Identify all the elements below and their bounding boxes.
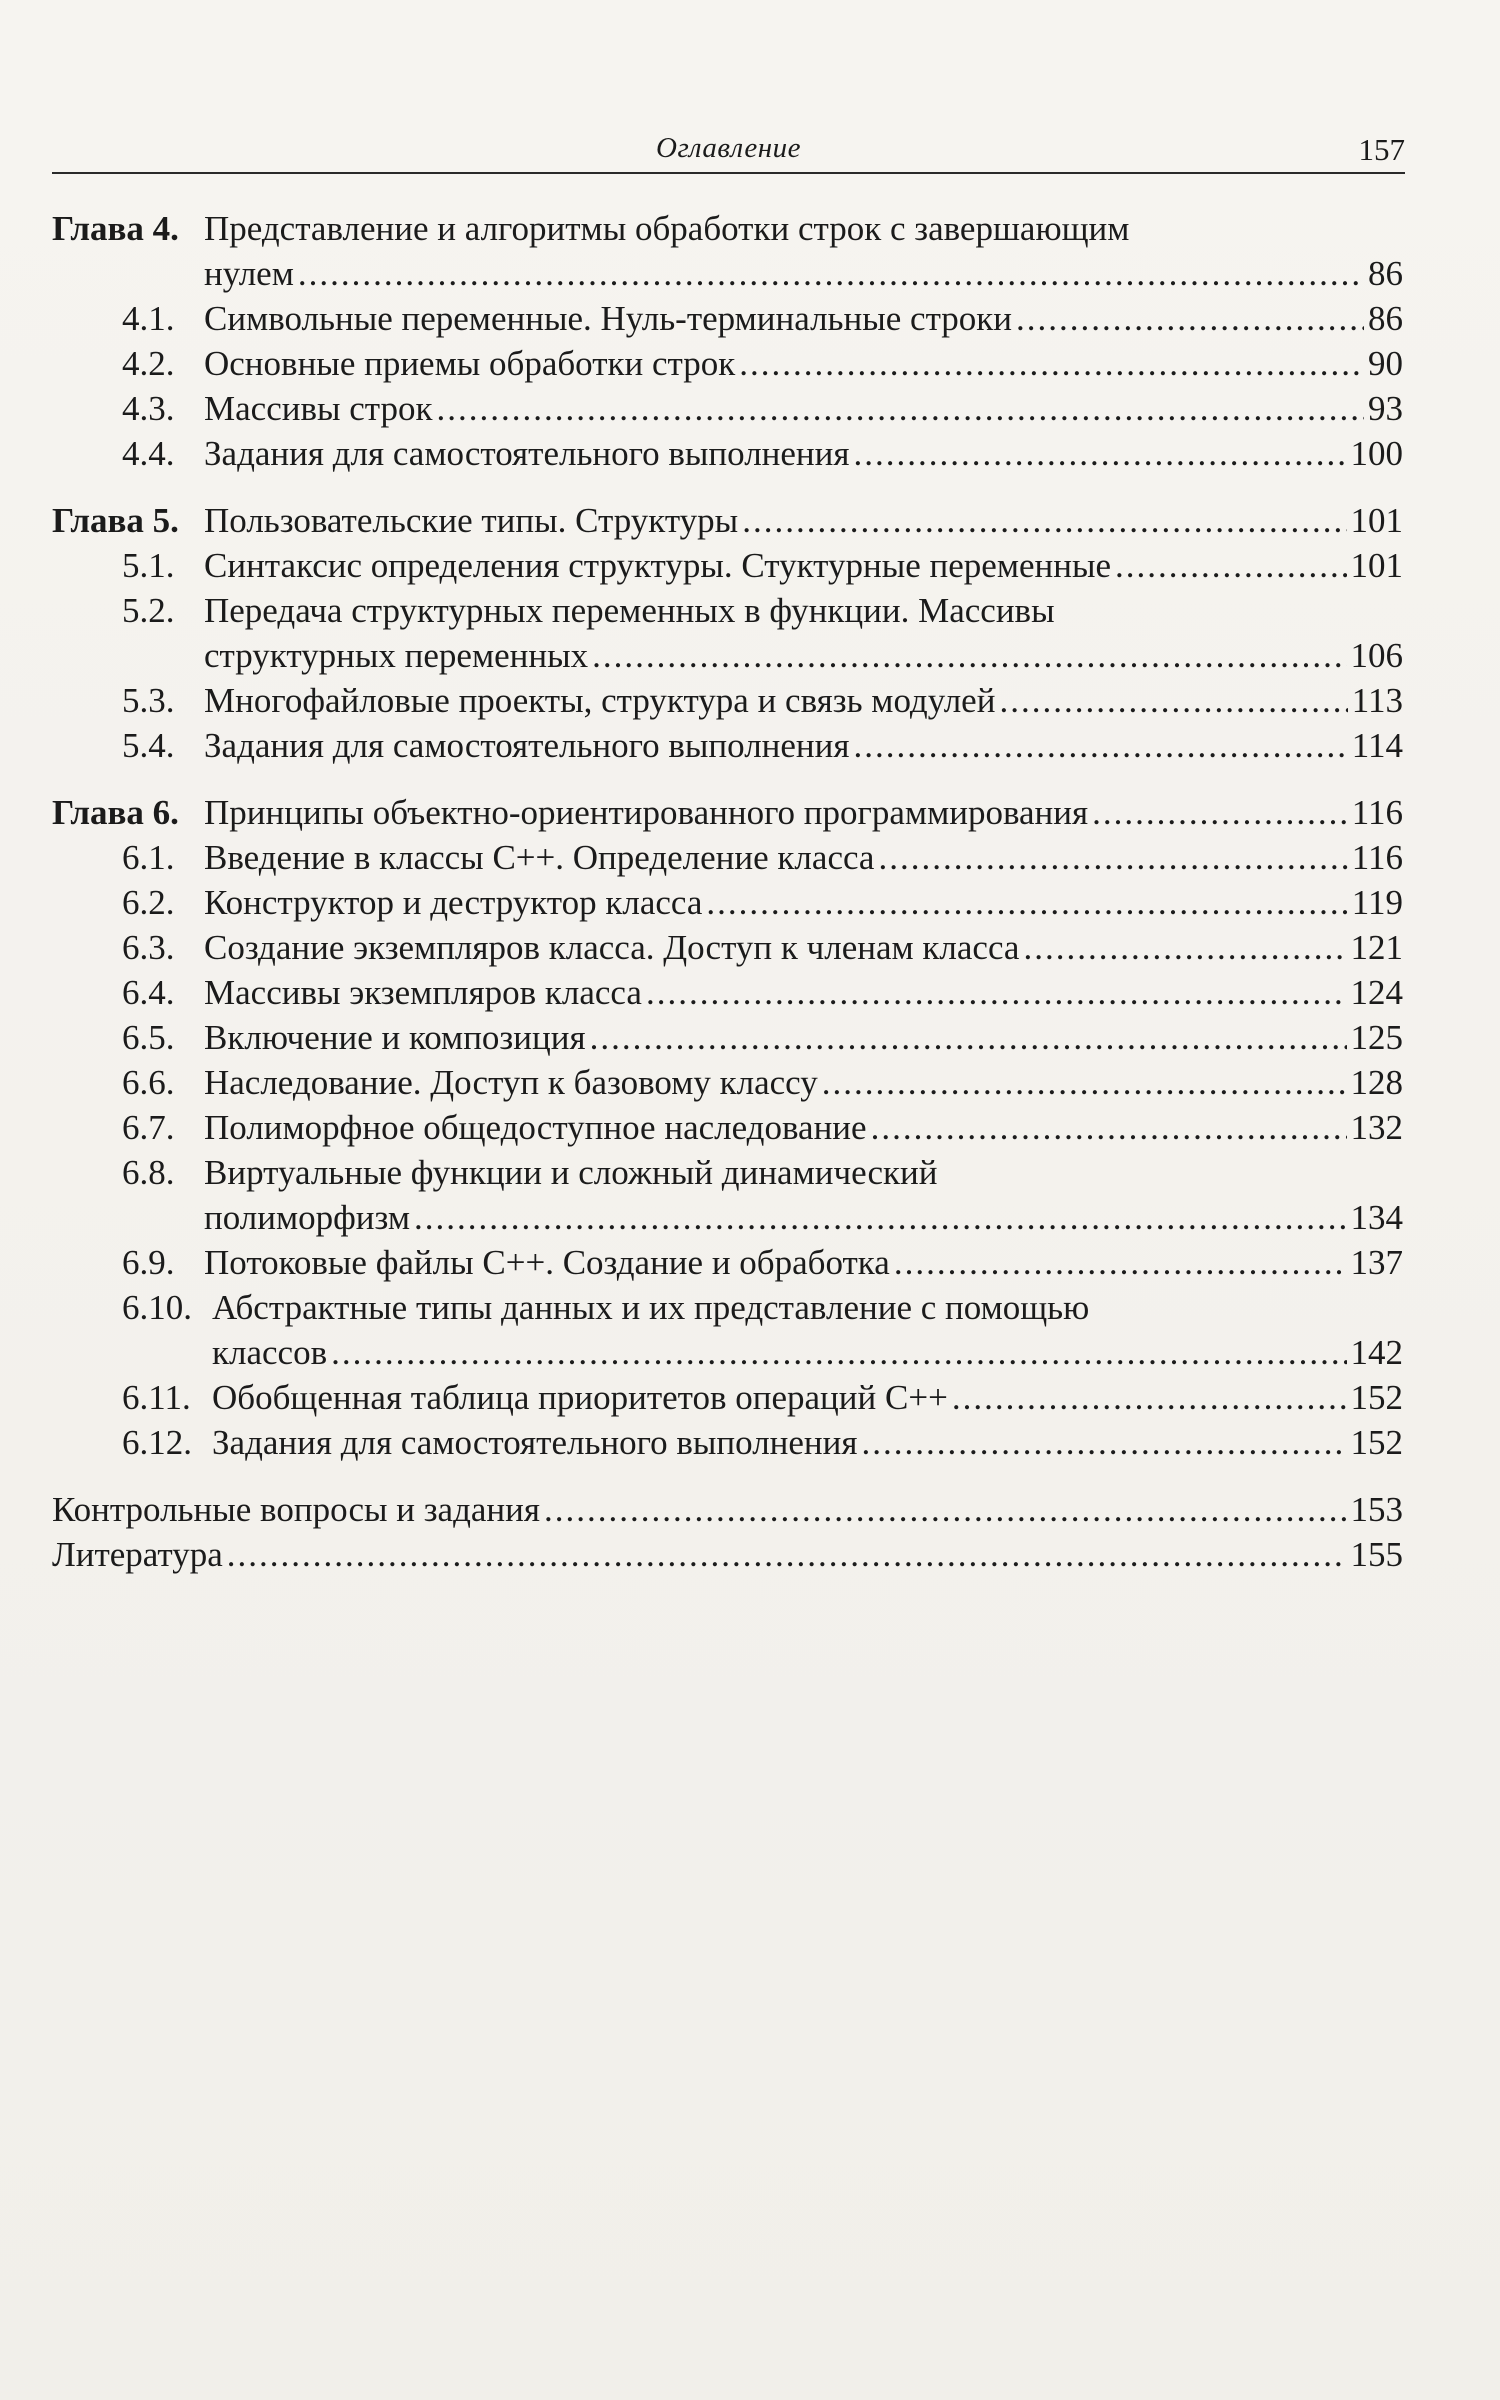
- toc-dot-leader: [544, 1487, 1347, 1532]
- page-number: 157: [1358, 132, 1405, 167]
- toc-entry-title: Абстрактные типы данных и их представление с помощью: [212, 1288, 1090, 1327]
- toc-entry: [52, 543, 1403, 588]
- toc-dot-leader: [1023, 925, 1346, 970]
- toc-entry-title: полиморфизм: [204, 1198, 411, 1237]
- toc-entry-title: структурных переменных: [204, 636, 589, 675]
- toc-entry-number: 5.4.: [122, 726, 175, 765]
- toc-entry-title: Массивы экземпляров класса: [204, 973, 642, 1012]
- toc-entry-title: Символьные переменные. Нуль-терминальные строки: [204, 299, 1013, 338]
- toc-entry-number: Глава 4.: [52, 209, 179, 248]
- toc-entry: [52, 1150, 1403, 1195]
- toc-entry-page: 86: [1368, 299, 1403, 338]
- toc-entry: [52, 1375, 1403, 1420]
- toc-entry: [52, 341, 1403, 386]
- toc-entry-number: 4.2.: [122, 344, 175, 383]
- toc-entry-page: 106: [1350, 636, 1403, 675]
- toc-entry-number: Глава 5.: [52, 501, 179, 540]
- toc-entry-title: Создание экземпляров класса. Доступ к членам класса: [204, 928, 1020, 967]
- toc-dot-leader: [592, 633, 1346, 678]
- toc-entry-page: 124: [1350, 973, 1403, 1012]
- toc-entry: [52, 835, 1403, 880]
- toc-entry-number: 6.3.: [122, 928, 175, 967]
- toc-entry-page: 100: [1350, 434, 1403, 473]
- toc-entry-title: Принципы объектно-ориентированного программирования: [204, 793, 1089, 832]
- toc-dot-leader: [894, 1240, 1347, 1285]
- toc-entry-number: 6.9.: [122, 1243, 175, 1282]
- toc-entry-title: Конструктор и деструктор класса: [204, 883, 703, 922]
- toc-dot-leader: [952, 1375, 1347, 1420]
- toc-dot-leader: [1016, 296, 1364, 341]
- toc-entry: [52, 1015, 1403, 1060]
- toc-dot-leader: [853, 431, 1346, 476]
- toc-entry-page: 137: [1350, 1243, 1403, 1282]
- toc-dot-leader: [414, 1195, 1346, 1240]
- toc-entry-page: 153: [1350, 1490, 1403, 1529]
- toc-entry: [52, 386, 1403, 431]
- toc-entry-title: Представление и алгоритмы обработки строк с завершающим: [204, 209, 1130, 248]
- toc-entry: [52, 790, 1403, 835]
- toc-entry-page: 86: [1368, 254, 1403, 293]
- toc-dot-leader: [437, 386, 1364, 431]
- toc-entry: [52, 1285, 1403, 1330]
- toc-entry-title: Основные приемы обработки строк: [204, 344, 736, 383]
- toc-entry-page: 134: [1350, 1198, 1403, 1237]
- toc-dot-leader: [853, 723, 1347, 768]
- toc-entry-number: 6.2.: [122, 883, 175, 922]
- toc-entry-number: 4.1.: [122, 299, 175, 338]
- toc-entry-number: 5.2.: [122, 591, 175, 630]
- toc-entry-title: Многофайловые проекты, структура и связь модулей: [204, 681, 996, 720]
- toc-entry-number: 6.12.: [122, 1423, 192, 1462]
- toc-entry-title: Включение и композиция: [204, 1018, 586, 1057]
- toc-dot-leader: [706, 880, 1347, 925]
- toc-entry: [52, 251, 1403, 296]
- toc-entry-number: 6.1.: [122, 838, 175, 877]
- toc-entry: [52, 970, 1403, 1015]
- toc-entry-page: 101: [1350, 501, 1403, 540]
- toc-entry: [52, 296, 1403, 341]
- toc-dot-leader: [861, 1420, 1346, 1465]
- toc-entry-page: 101: [1350, 546, 1403, 585]
- toc-entry-page: 132: [1350, 1108, 1403, 1147]
- toc-entry: [52, 880, 1403, 925]
- toc-entry-title: Обобщенная таблица приоритетов операций C++: [212, 1378, 948, 1417]
- toc-entry: [52, 588, 1403, 633]
- toc-dot-leader: [590, 1015, 1347, 1060]
- toc-entry-title: Задания для самостоятельного выполнения: [212, 1423, 858, 1462]
- toc-entry-page: 90: [1368, 344, 1403, 383]
- toc-entry-number: 6.6.: [122, 1063, 175, 1102]
- toc-entry: [52, 1532, 1403, 1577]
- toc-entry-title: Литература: [52, 1535, 223, 1574]
- toc-entry: [52, 1105, 1403, 1150]
- toc-entry-page: 152: [1350, 1378, 1403, 1417]
- toc-dot-leader: [999, 678, 1347, 723]
- toc-entry-title: классов: [212, 1333, 328, 1372]
- toc-entry-page: 121: [1350, 928, 1403, 967]
- toc-entry-title: Виртуальные функции и сложный динамический: [204, 1153, 938, 1192]
- toc-dot-leader: [298, 251, 1364, 296]
- toc-entry-title: Контрольные вопросы и задания: [52, 1490, 540, 1529]
- toc-entry-title: Передача структурных переменных в функции. Массивы: [204, 591, 1055, 630]
- toc-entry-page: 116: [1351, 793, 1403, 832]
- toc-entry: [52, 206, 1403, 251]
- toc-entry-title: Задания для самостоятельного выполнения: [204, 726, 850, 765]
- toc-entry-page: 142: [1350, 1333, 1403, 1372]
- toc-dot-leader: [646, 970, 1347, 1015]
- toc-dot-leader: [739, 341, 1364, 386]
- toc-dot-leader: [1092, 790, 1348, 835]
- table-of-contents: [52, 206, 1403, 1577]
- toc-entry-number: 5.3.: [122, 681, 175, 720]
- toc-dot-leader: [742, 498, 1346, 543]
- toc-entry: [52, 1330, 1403, 1375]
- toc-entry-title: Наследование. Доступ к базовому классу: [204, 1063, 818, 1102]
- toc-entry-page: 113: [1351, 681, 1403, 720]
- running-head-title: Оглавление: [656, 132, 801, 164]
- toc-entry-number: 6.5.: [122, 1018, 175, 1057]
- toc-entry-number: 4.3.: [122, 389, 175, 428]
- toc-entry-title: Полиморфное общедоступное наследование: [204, 1108, 867, 1147]
- toc-entry: [52, 1195, 1403, 1240]
- toc-entry-page: 155: [1350, 1535, 1403, 1574]
- toc-entry-number: Глава 6.: [52, 793, 179, 832]
- toc-entry-page: 114: [1351, 726, 1403, 765]
- toc-entry: [52, 498, 1403, 543]
- running-head: [52, 132, 1405, 174]
- toc-entry: [52, 431, 1403, 476]
- toc-entry-page: 128: [1350, 1063, 1403, 1102]
- toc-entry-page: 125: [1350, 1018, 1403, 1057]
- toc-entry-page: 152: [1350, 1423, 1403, 1462]
- toc-entry-number: 6.7.: [122, 1108, 175, 1147]
- toc-entry-title: нулем: [204, 254, 294, 293]
- toc-dot-leader: [331, 1330, 1346, 1375]
- toc-entry-title: Потоковые файлы C++. Создание и обработка: [204, 1243, 890, 1282]
- toc-dot-leader: [822, 1060, 1347, 1105]
- toc-entry-number: 5.1.: [122, 546, 175, 585]
- toc-entry: [52, 1420, 1403, 1465]
- toc-entry: [52, 633, 1403, 678]
- toc-entry-page: 93: [1368, 389, 1403, 428]
- toc-entry-title: Массивы строк: [204, 389, 433, 428]
- toc-entry-number: 6.10.: [122, 1288, 192, 1327]
- toc-entry-title: Введение в классы C++. Определение класса: [204, 838, 875, 877]
- toc-dot-leader: [878, 835, 1347, 880]
- toc-entry: [52, 925, 1403, 970]
- toc-entry-title: Пользовательские типы. Структуры: [204, 501, 739, 540]
- toc-entry: [52, 1240, 1403, 1285]
- toc-entry-number: 6.8.: [122, 1153, 175, 1192]
- toc-entry-number: 6.11.: [122, 1378, 191, 1417]
- toc-entry: [52, 1060, 1403, 1105]
- toc-entry-title: Синтаксис определения структуры. Стуктурные переменные: [204, 546, 1112, 585]
- toc-dot-leader: [871, 1105, 1347, 1150]
- toc-dot-leader: [227, 1532, 1347, 1577]
- toc-entry: [52, 1487, 1403, 1532]
- toc-entry-number: 4.4.: [122, 434, 175, 473]
- toc-dot-leader: [1115, 543, 1346, 588]
- toc-entry-number: 6.4.: [122, 973, 175, 1012]
- toc-entry-page: 119: [1351, 883, 1403, 922]
- toc-entry-title: Задания для самостоятельного выполнения: [204, 434, 850, 473]
- toc-entry: [52, 678, 1403, 723]
- toc-entry: [52, 723, 1403, 768]
- toc-entry-page: 116: [1351, 838, 1403, 877]
